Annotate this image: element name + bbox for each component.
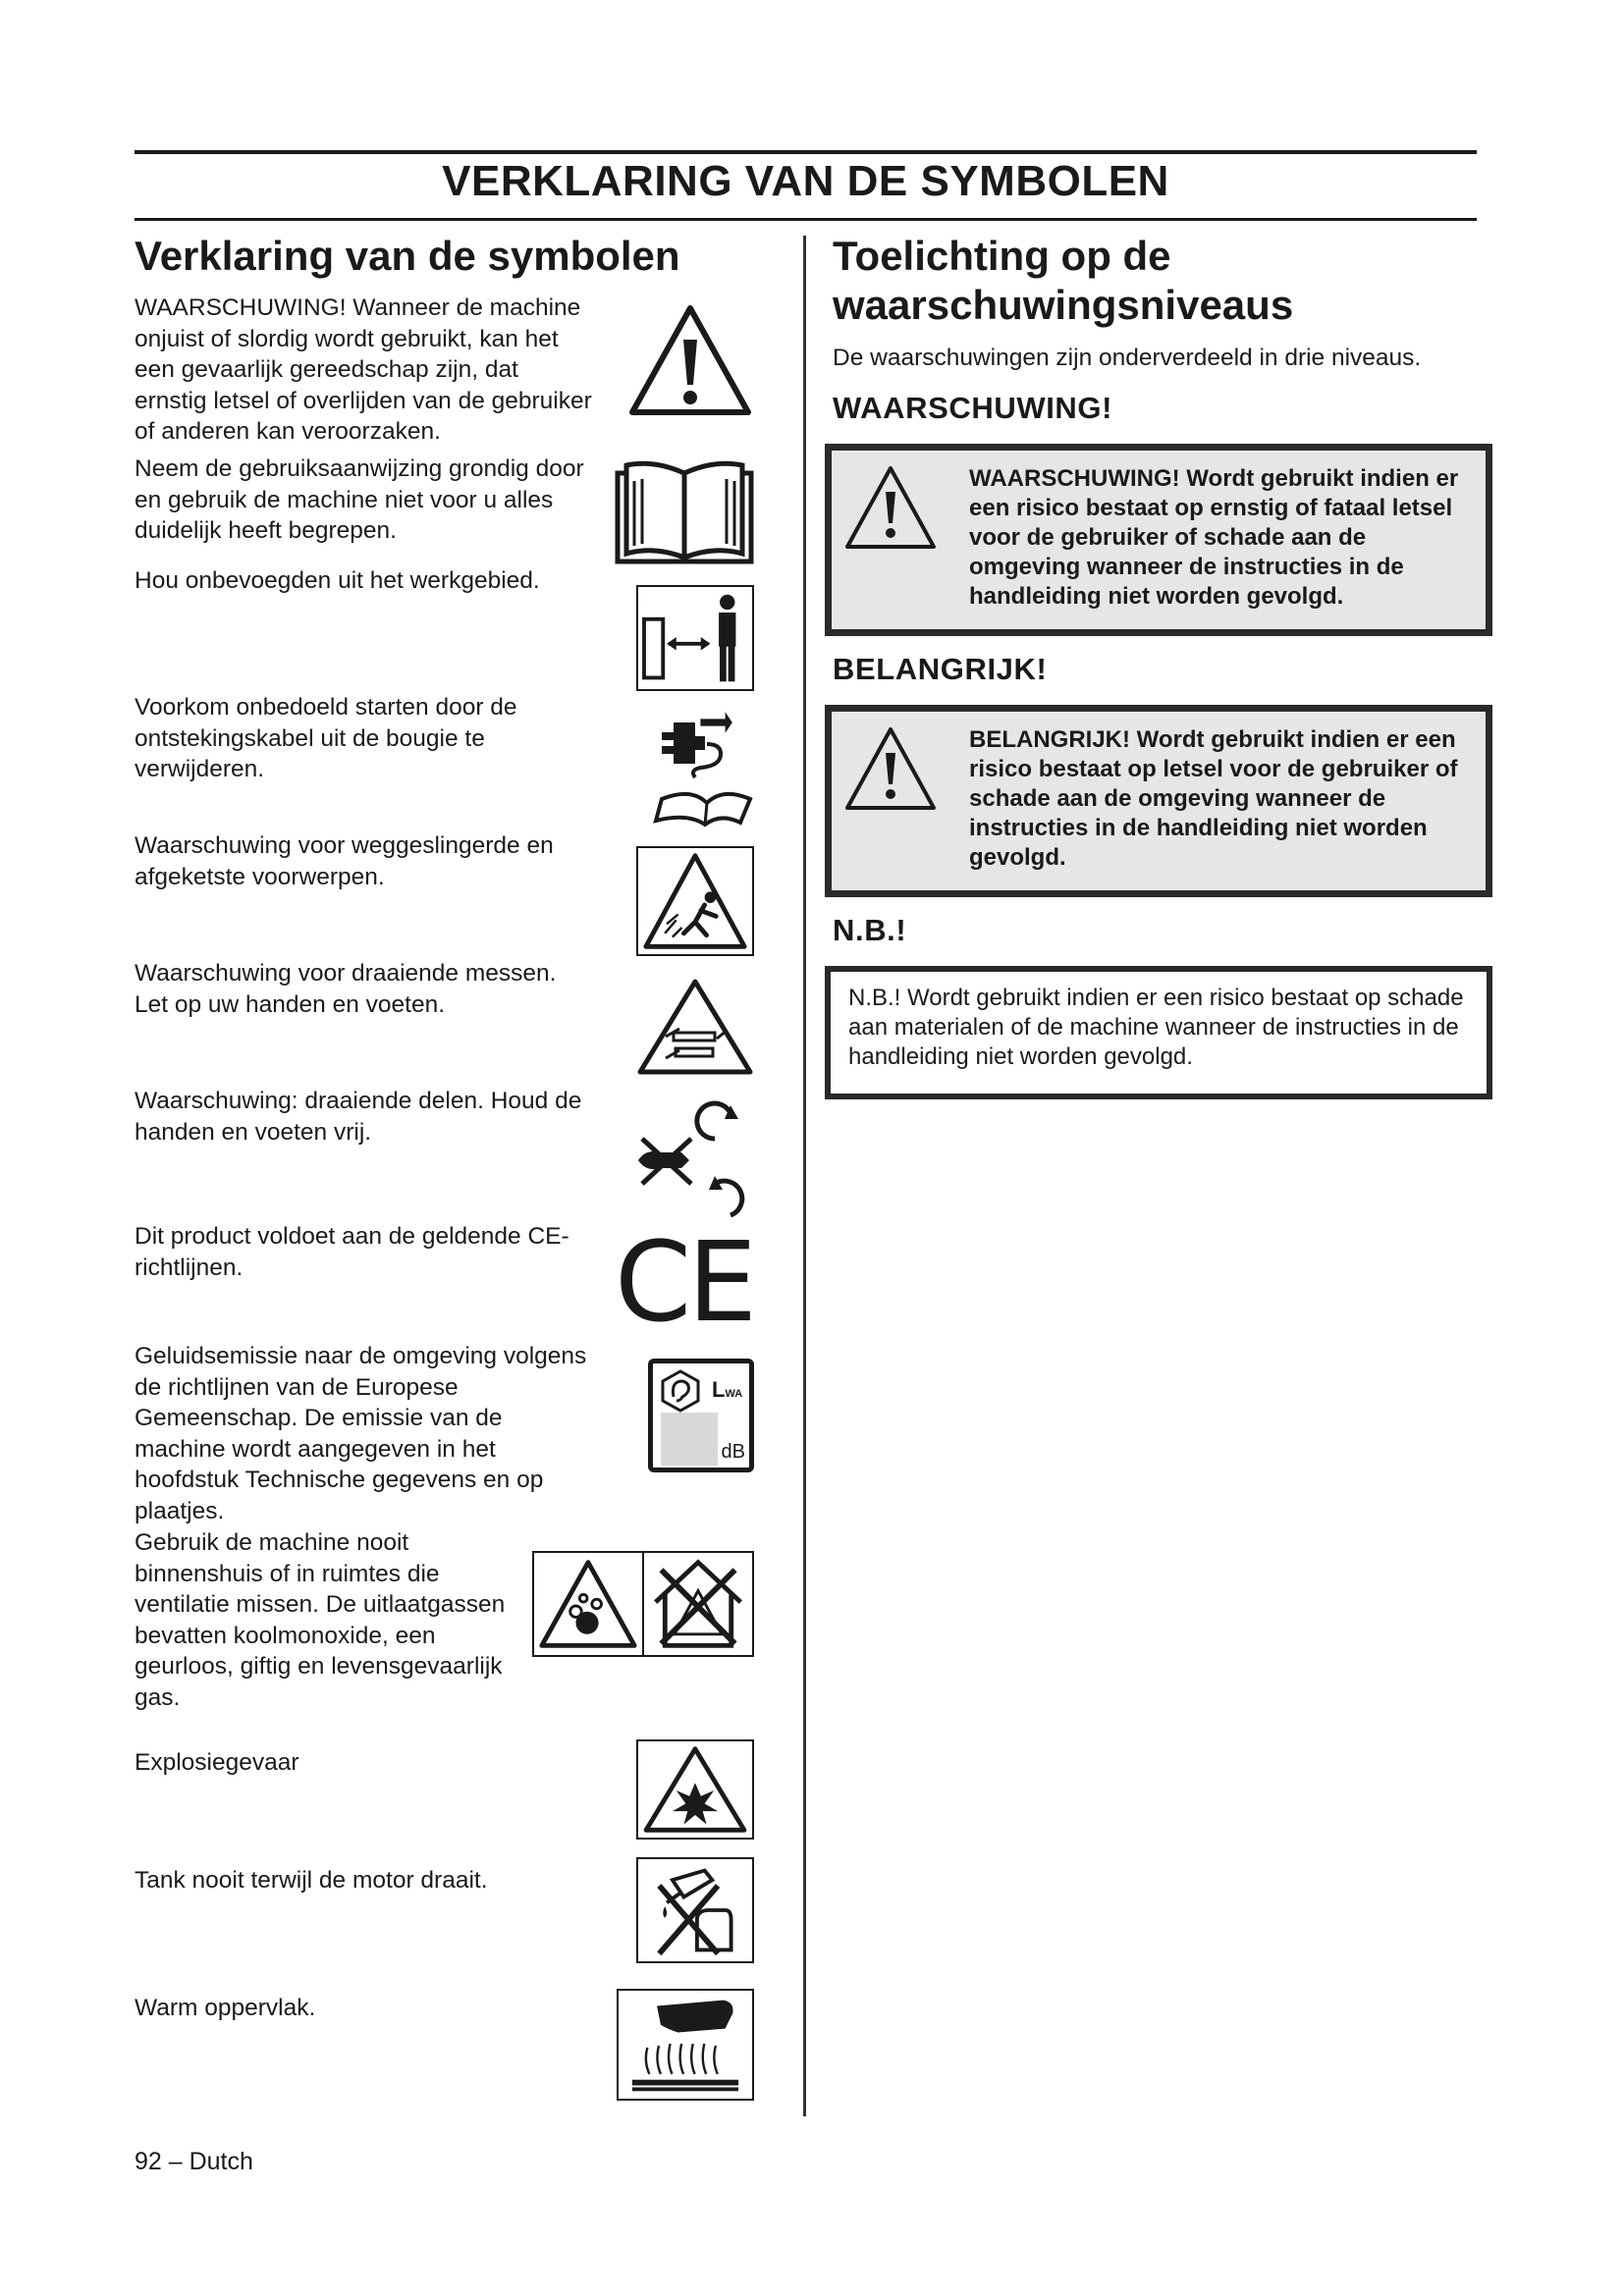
spark-plug-icon (652, 709, 754, 828)
important-notice-box (825, 705, 1492, 897)
important-notice-text: BELANGRIJK! Wordt gebruikt indien er een risico bestaat op letsel voor de gebruiker of schade aan de omgeving wanneer de instructies in de handleiding niet worden gevolgd. (969, 726, 1458, 871)
ce-mark-label: CE (615, 1219, 753, 1347)
note-notice-text: N.B.! Wordt gebruikt indien er een risico bestaat op schade aan materialen of de machine wanneer de instructies in de handleiding niet worden gevolgd. (848, 985, 1464, 1070)
symbol-description: Waarschuwing voor draaiende messen. Let op uw handen en voeten. (135, 960, 557, 1018)
warning-label: WAARSCHUWING! (833, 391, 1113, 425)
symbol-description: Hou onbevoegden uit het werkgebied. (135, 567, 540, 594)
exhaust-gas-icon (532, 1551, 754, 1657)
symbol-description: Dit product voldoet aan de geldende CE-richtlijnen. (135, 1223, 569, 1281)
note-label: N.B.! (833, 913, 907, 947)
warning-triangle-icon (841, 723, 940, 814)
warning-notice-text: WAARSCHUWING! Wordt gebruikt indien er een risico bestaat op ernstig of fataal letsel voor de gebruiker of schade aan de omgeving wanneer de instructies in de handleiding niet worden gevolgd. (969, 465, 1459, 610)
noise-wa: WA (725, 1388, 743, 1400)
open-manual-icon (615, 459, 754, 565)
rotating-parts-icon (632, 1099, 754, 1221)
noise-unit-label: dB (721, 1441, 745, 1463)
page-title: VERKLARING VAN DE SYMBOLEN (442, 157, 1169, 205)
no-indoor-use-icon (642, 1551, 754, 1657)
symbol-description: Geluidsemissie naar de omgeving volgens de richtlijnen van de Europese Gemeenschap. De emissie van de machine wordt aangegeven in het hoofdstuk Technische gegevens en op plaatjes. (135, 1343, 587, 1524)
warning-notice-box (825, 444, 1492, 636)
symbol-description: Tank nooit terwijl de motor draait. (135, 1867, 488, 1894)
note-notice-box (825, 966, 1492, 1099)
symbol-description: WAARSCHUWING! Wanneer de machine onjuist of slordig wordt gebruikt, kan het een gevaarlijk gereedschap zijn, dat ernstig letsel of overlijden van de gebruiker of anderen kan veroorzaken. (135, 294, 592, 445)
thrown-objects-icon (636, 846, 754, 956)
explosion-icon (636, 1739, 754, 1840)
title-rule-top (135, 150, 1477, 154)
title-rule-bottom (135, 218, 1477, 221)
symbol-description: Neem de gebruiksaanwijzing grondig door en gebruik de machine niet voor u alles duidelijk heeft begrepen. (135, 455, 584, 544)
noise-emission-icon (648, 1359, 754, 1472)
symbol-description: Gebruik de machine nooit binnenshuis of in ruimtes die ventilatie missen. De uitlaatgassen bevatten koolmonoxide, een geurloos, giftig en levensgevaarlijk gas. (135, 1529, 506, 1711)
rotating-blades-icon (636, 978, 754, 1076)
warning-triangle-icon (626, 302, 754, 418)
right-intro: De waarschuwingen zijn onderverdeeld in drie niveaus. (833, 345, 1422, 371)
symbol-description: Voorkom onbedoeld starten door de ontstekingskabel uit de bougie te verwijderen. (135, 694, 517, 782)
symbol-description: Warm oppervlak. (135, 1995, 316, 2021)
warning-triangle-icon (841, 462, 940, 553)
no-refuel-icon (636, 1857, 754, 1963)
keep-distance-icon (636, 585, 754, 691)
hot-surface-icon (617, 1989, 754, 2101)
important-label: BELANGRIJK! (833, 652, 1048, 686)
ear-icon (659, 1369, 702, 1413)
noise-value-box (661, 1413, 718, 1466)
right-heading-line1: Toelichting op de (833, 233, 1171, 279)
symbol-description: Waarschuwing: draaiende delen. Houd de handen en voeten vrij. (135, 1088, 582, 1146)
column-divider (803, 236, 806, 2116)
toxic-gas-warning-icon (532, 1551, 644, 1657)
symbol-description: Waarschuwing voor weggeslingerde en afgeketste voorwerpen. (135, 832, 554, 890)
page-footer: 92 – Dutch (135, 2148, 253, 2175)
noise-l: L (712, 1377, 726, 1402)
right-heading-line2: waarschuwingsniveaus (833, 282, 1294, 328)
noise-level-label (712, 1377, 742, 1403)
symbol-description: Explosiegevaar (135, 1749, 299, 1776)
ce-mark-icon (615, 1219, 754, 1347)
left-heading: Verklaring van de symbolen (135, 233, 680, 279)
